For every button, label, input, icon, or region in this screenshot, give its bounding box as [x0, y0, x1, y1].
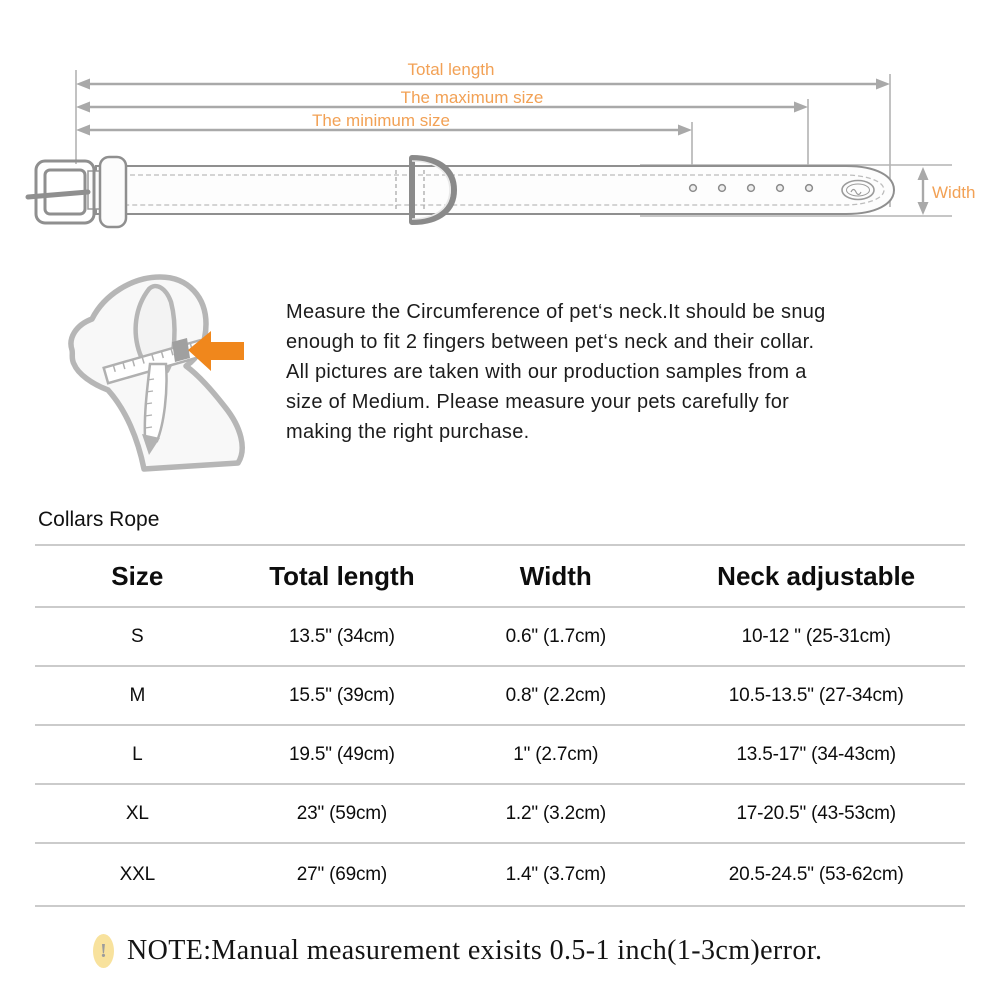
table-row-xxl [35, 844, 965, 907]
cell-width: 1" (2.7cm) [513, 743, 599, 765]
table-row-l [35, 726, 965, 785]
note-text: NOTE:Manual measurement exisits 0.5-1 inch(1-3cm)error. [127, 935, 823, 966]
cell-width: 1.4" (3.7cm) [505, 863, 606, 885]
cell-size: L [132, 743, 143, 765]
exclamation-icon: ! [93, 934, 114, 968]
cell-total-length: 19.5" (49cm) [289, 743, 395, 765]
table-row-s [35, 608, 965, 667]
cell-total-length: 13.5" (34cm) [289, 625, 395, 647]
maximum-size-label: The maximum size [400, 88, 544, 107]
width-label: Width [932, 183, 976, 202]
col-header-size: Size [111, 560, 164, 591]
table-header-row [35, 546, 965, 608]
info-line: enough to fit 2 fingers between pet‘s neck and their collar. [286, 331, 815, 353]
note-banner [93, 934, 822, 968]
tape-clip [172, 338, 190, 362]
dog-measuring-illustration [48, 262, 260, 474]
info-line: size of Medium. Please measure your pets carefully for [286, 391, 790, 413]
cell-total-length: 23" (59cm) [296, 802, 388, 824]
width-arrow [918, 167, 929, 215]
table-row-m [35, 667, 965, 726]
cell-size: M [129, 684, 146, 706]
collar-diagram-drawing [0, 0, 1000, 245]
cell-neck-adjustable: 10.5-13.5" (27-34cm) [728, 684, 904, 706]
table-row-xl [35, 785, 965, 844]
size-table [35, 544, 965, 907]
col-header-total-length: Total length [269, 560, 415, 591]
cell-neck-adjustable: 20.5-24.5" (53-62cm) [728, 863, 904, 885]
minimum-size-label: The minimum size [312, 111, 450, 130]
cell-width: 0.6" (1.7cm) [505, 625, 606, 647]
info-line: making the right purchase. [286, 421, 530, 443]
measuring-instructions [286, 297, 826, 447]
collar-strap [96, 166, 894, 214]
info-line: All pictures are taken with our production samples from a [286, 361, 807, 383]
cell-total-length: 27" (69cm) [296, 863, 388, 885]
total-length-label: Total length [407, 60, 495, 79]
cell-neck-adjustable: 13.5-17" (34-43cm) [736, 743, 896, 765]
table-title: Collars Rope [38, 508, 160, 531]
cell-size: XXL [119, 863, 155, 885]
col-header-neck-adjustable: Neck adjustable [717, 560, 916, 591]
cell-neck-adjustable: 17-20.5" (43-53cm) [736, 802, 896, 824]
cell-total-length: 15.5" (39cm) [289, 684, 395, 706]
collar-keeper-loop [100, 157, 126, 227]
cell-neck-adjustable: 10-12 " (25-31cm) [741, 625, 891, 647]
cell-size: XL [125, 802, 149, 824]
collar-buckle [28, 161, 94, 223]
info-line: Measure the Circumference of pet‘s neck.It should be snug [286, 301, 826, 323]
collar-measurement-diagram [0, 0, 1000, 245]
cell-width: 1.2" (3.2cm) [505, 802, 606, 824]
cell-width: 0.8" (2.2cm) [505, 684, 606, 706]
cell-size: S [131, 625, 144, 647]
col-header-width: Width [519, 560, 592, 591]
